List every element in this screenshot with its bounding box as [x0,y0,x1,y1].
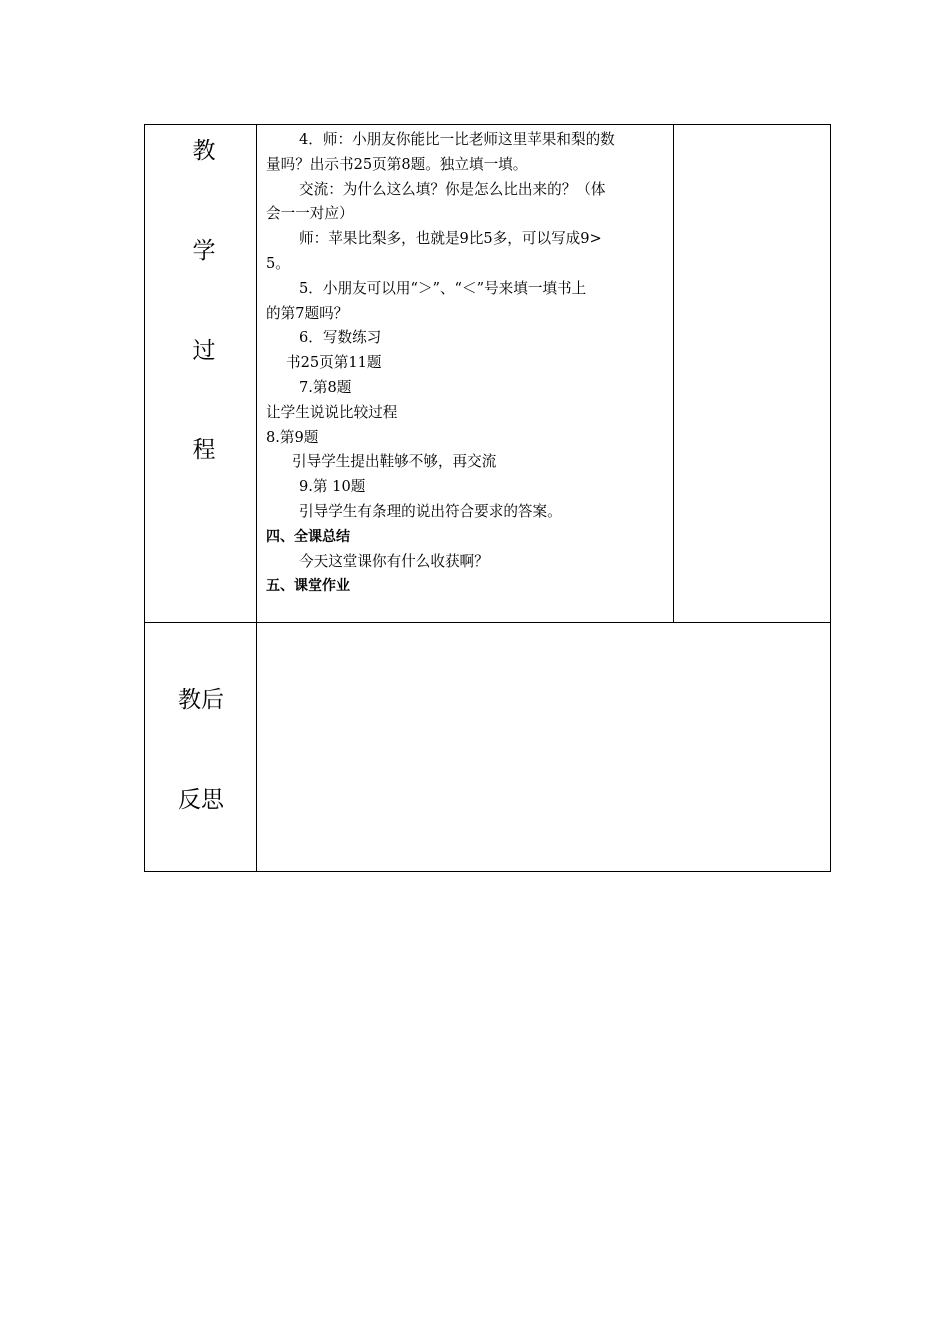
lesson-line: 8.第9题 [266,428,319,446]
section-heading-summary: 四、全课总结 [266,528,350,545]
table-divider-label-column [256,124,257,872]
reflection-label-line-1: 教后 [178,687,224,713]
lesson-line: 9.第 10题 [299,478,366,496]
lesson-line: 引导学生有条理的说出符合要求的答案。 [299,502,562,520]
lesson-line: 交流：为什么这么填？你是怎么比出来的？（体 [299,180,606,198]
lesson-line: 引导学生提出鞋够不够，再交流 [292,453,497,471]
lesson-line: 7.第8题 [299,378,352,396]
lesson-line: 6．写数练习 [299,329,382,347]
process-label-char-3: 过 [192,338,216,364]
table-divider-notes-column [673,124,674,623]
lesson-content [266,128,668,599]
lesson-line: 量吗？出示书25页第8题。独立填一填。 [266,155,528,173]
lesson-line: 4．师：小朋友你能比一比老师这里苹果和梨的数 [299,131,615,148]
reflection-label-line-2: 反思 [178,787,224,813]
process-label-char-4: 程 [192,437,216,463]
section-heading-homework: 五、课堂作业 [266,578,350,595]
lesson-line: 让学生说说比较过程 [266,403,398,421]
process-label-char-2: 学 [192,238,216,264]
lesson-line: 师：苹果比梨多，也就是9比5多，可以写成9> [299,230,602,248]
lesson-line: 5。 [266,254,290,272]
lesson-line: 会一一对应） [266,205,354,223]
lesson-line: 的第7题吗？ [266,304,349,322]
process-label-char-1: 教 [192,138,216,164]
lesson-line: 书25页第11题 [286,354,382,372]
table-divider-row [144,622,831,623]
lesson-line: 5．小朋友可以用“＞”、“＜”号来填一填书上 [299,279,587,297]
lesson-line: 今天这堂课你有什么收获啊？ [299,552,489,570]
